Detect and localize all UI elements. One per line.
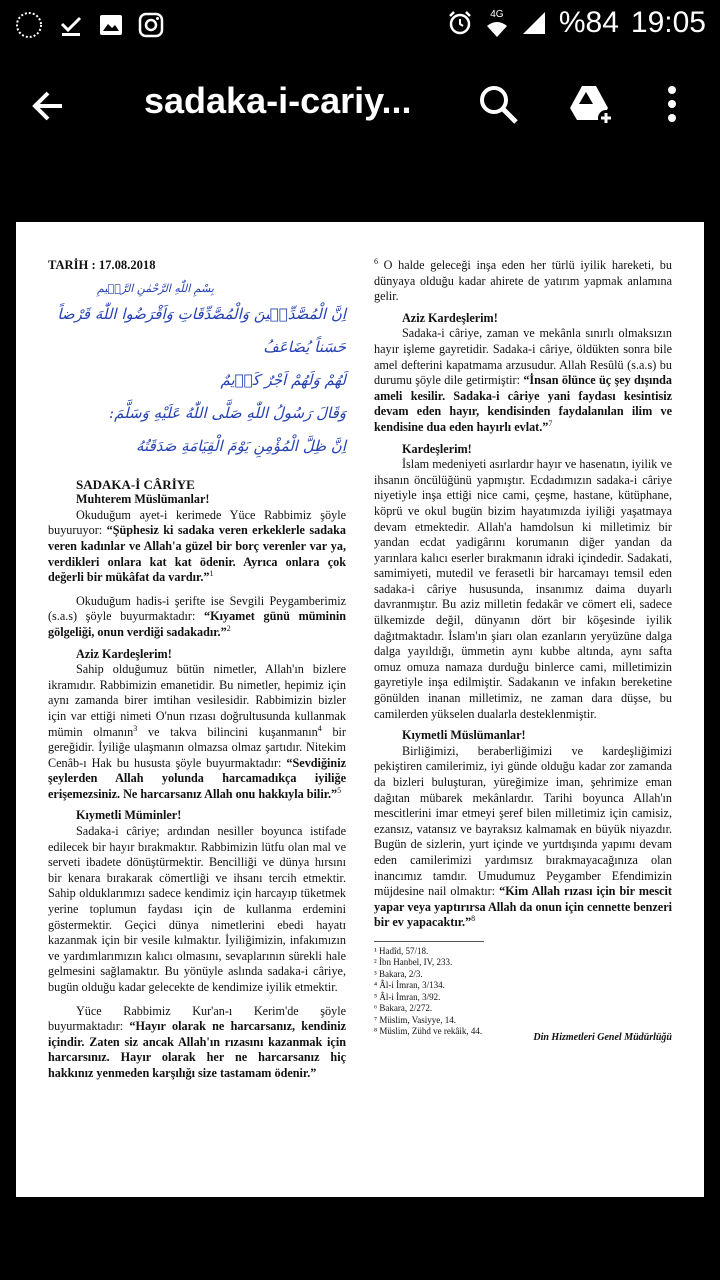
search-icon <box>476 82 520 126</box>
arabic-line-4: اِنَّ ظِلَّ الْمُؤْمِنِ يَوْمَ الْقِيَامَةِ صَدَقَتُهُ <box>136 436 346 455</box>
greeting-heading: Muhterem Müslümanlar! <box>76 492 210 507</box>
clock-time: 19:05 <box>630 6 706 39</box>
image-icon <box>98 12 124 38</box>
paragraph-8: Birliğimizi, beraberliğimizi ve kardeşliğimizi pekiştiren camilerimiz, iyi günde olduğu kadar zor zamanda da bizleri buluşturan, yüreğimize iman, şehrimize eman dağıtan mübarek mekânlardır. Tarihi boyunca Allah'ın mescitlerini imar etmeyi şeref bilen milletimiz için camisiz, ezansız, vatansız ve bayraksız kalmamak en büyük niyazdır. Bugün de sizlerin, yurt içinde ve yurtdışında yapımı devam eden camilerimizi yardımsız bırakmayacağınıza olan inancımız tamdır. Umudumuz Peygamber Efendimizin müjdesine nail olmaktır: “Kim Allah rızası için bir mescit yapar veya yaptırırsa Allah da onun için cennette benzeri bir ev yapacaktır.”$^8$ <box>374 743 672 930</box>
footnote: ³ Bakara, 2/3. <box>374 968 423 979</box>
search-button[interactable] <box>476 82 520 131</box>
right-column <box>374 258 672 1046</box>
document-page[interactable] <box>16 222 704 1197</box>
footnote: ¹ Hadîd, 57/18. <box>374 945 429 956</box>
document-title: sadaka-i-cariy... <box>144 80 412 121</box>
paragraph-5: Yüce Rabbimiz Kur'an-ı Kerim'de şöyle buyurmaktadır: “Hayır olarak ne harcarsanız, kendiniz içindir. Zaten siz ancak Allah'ın rızasını kazanmak için harcarsınız. Hayır olarak her ne harcarsanız hiç hakkınız yenmeden karşılığı size tastamam ödenir.” <box>48 1003 346 1080</box>
wifi-icon <box>485 20 509 38</box>
paragraph-7: İslam medeniyeti asırlardır hayır ve hasenatın, iyilik ve ihsanın öncülüğünü yapmıştır. Ecdadımızın sadaka-i câriye niyetiyle inşa ettiği nice cami, çeşme, hastane, kütüphane, köprü ve okul bugün bizim hayatımızda iyiliği yaşatmaya devam etmektedir. Allah'a hamdolsun ki milletimiz bir yandan ecdat yadigârını korumanın diğer yandan da yarınlara kalıcı eserler bırakmanın idraki içindedir. Sadakati, samimiyeti, mutedil ve ferasetli bir harcamayı temsil eden sadaka-i câriye hususunda, insanımız daima duyarlı davranmıştır. Bu aziz milletin fedakâr ve cömert eli, sadece ülkemizde değil, dünyanın dört bir köşesinde iyilik dağıtmaktadır. İslam'ın şiarı olan ezanların yeryüzüne dalga dalga yayıldığı, ümmetin aynı kubbe altında, aynı safta omuz omuza namaza durduğu binlerce cami, milletimizin gayretiyle inşa edilmiştir. Sadakanın ve infakın bereketine gönülden inanan milletimiz, ne zaman dara düşse, bu camilerden yükselen dualarla desteklenmiştir. <box>374 457 672 721</box>
arabic-line-3: وَقَالَ رَسُولُ اللّٰهِ صَلَّى اللّٰهُ عَلَيْهِ وَسَلَّمَ: <box>109 403 346 422</box>
app-bar <box>0 48 720 164</box>
footnotes <box>374 941 484 1038</box>
footnote: ⁶ Bakara, 2/272. <box>374 1003 433 1014</box>
footnote: ⁵ Âl-i İmran, 3/92. <box>374 991 441 1002</box>
back-button[interactable] <box>28 86 68 126</box>
network-type: 4G <box>485 9 509 38</box>
arabic-line-2: لَهُمْ وَلَهُمْ اَجْرٌ كَر۪يمٌ <box>220 370 346 389</box>
paragraph-2: Okuduğum hadis-i şerifte ise Sevgili Peygamberimiz (s.a.s) şöyle buyurmaktadır: “Kıyamet günü müminin gölgeliği, onun verdiği sadakadır.”$^2$ <box>48 593 347 639</box>
more-options-button[interactable] <box>664 82 680 131</box>
footnote: ⁴ Âl-i İmran, 3/134. <box>374 980 445 991</box>
footnote: ² İbn Hanbel, IV, 233. <box>374 957 453 968</box>
heading-kardeslerim: Kardeşlerim! <box>402 441 472 456</box>
paragraph-5-continued: $^6$ O halde geleceği inşa eden her türlü iyilik hareketi, bu dünyaya olduğu kadar ahirete de yatırım yapmak anlamına gelir. <box>374 256 672 304</box>
status-bar <box>0 0 720 48</box>
sermon-title: SADAKA-İ CÂRİYE <box>76 476 195 492</box>
arabic-line-1: اِنَّ الْمُصَّدِّق۪ينَ وَالْمُصَّدِّقَاتِ وَاَقْرَضُوا اللّٰهَ قَرْضاً حَسَناً يُضَاعَفُ <box>57 304 346 356</box>
paragraph-6: Sadaka-i câriye, zaman ve mekânla sınırlı olmaksızın hayır işleme gayretidir. Sadaka-i câriye, öldükten sonra bile amel defterini kapatmama arzusudur. Allah Resûlü (s.a.s) bu durumu şöyle dile getirmiştir: “İnsan ölünce üç şey dışında ameli kesilir. Sadaka-i câriye yani faydası kesintisiz devam eden hayır, kendisinden faydalanılan ilim ve kendisine dua eden hayırlı evlat.”$^7$ <box>374 326 673 434</box>
add-to-drive-button[interactable] <box>568 82 616 131</box>
left-column <box>48 258 346 1082</box>
arrow-back-icon <box>28 86 68 126</box>
heading-kiymetli-mueminler: Kıymetli Müminler! <box>76 808 182 823</box>
paragraph-3: Sahip olduğumuz bütün nimetler, Allah'ın bizlere ikramıdır. Rabbimizin emanetidir. Bu nimetler, hepimiz için aynı zamanda birer imtihan vesilesidir. Rabbimizin bizler için var ettiği nimeti O'nun rızası doğrultusunda kullanmak mümin olmanın$^3$ ve takva bilincini kuşanmanın$^4$ bir gereğidir. İyiliğe ulaşmanın olmazsa olmaz şartıdır. Nitekim Cenâb-ı Hak bu hususta şöyle buyurmaktadır: “Sevdiğiniz şeylerden Allah yolunda harcamadıkça iyiliğe erişemezsiniz. Ne harcarsanız Allah onu hakkıyla bilir.”$^5$ <box>48 662 346 801</box>
arabic-verse <box>48 280 346 463</box>
alarm-icon <box>447 10 473 36</box>
footnote: ⁸ Müslim, Zühd ve rekâik, 44. <box>374 1026 483 1037</box>
signal-icon <box>521 10 547 36</box>
heading-kiymetli-muslumanlar: Kıymetli Müslümanlar! <box>402 728 526 743</box>
paragraph-1: Okuduğum ayet-i kerimede Yüce Rabbimiz şöyle buyuruyor: “Şüphesiz ki sadaka veren erkeklerle sadaka veren kadınlar ve Allah'a güzel bir borç verenler var ya, verdikleri onlara kat kat ödenir. Ayrıca onlara çok değerli bir mükâfat da vardır.”$^1$ <box>48 507 346 585</box>
footnote: ⁷ Müslim, Vasiyye, 14. <box>374 1014 456 1025</box>
signature: Din Hizmetleri Genel Müdürlüğü <box>533 1031 672 1043</box>
instagram-icon <box>138 12 164 38</box>
more-vert-icon <box>664 82 680 126</box>
basmala: بِسْمِ اللّٰهِ الرَّحْمٰنِ الرَّح۪يمِ <box>97 281 214 295</box>
sync-circle-icon <box>14 10 44 40</box>
date-label: TARİH : 17.08.2018 <box>48 258 156 272</box>
paragraph-4: Sadaka-i câriye; ardından nesiller boyunca istifade edilecek bir hayır bırakmaktır. Rabbimizin lütfu olan mal ve serveti ibadete dönüştürmektir. Bencilliği ve dünya hırsını bir kenara bırakarak cömertliği ve ihsanı tercih etmektir. Sahip olduklarımızı sadece kendimiz için harcayıp tüketmek yerine toplumun faydası için de kullanma erdemini göstermektir. Geçici dünya nimetlerini ebedi hayatı kazanmak için bir vesile kılmaktır. İyiliğimizin, infakımızın ve yardımlarımızın kalıcı olmasını, sevaplarının sürekli hale gelmesini sağlamaktır. Bu yönüyle aslında sadaka-i câriye, bugün olduğu kadar gelecekte de kendimize iyilik etmektir. <box>48 824 346 994</box>
heading-aziz-kardeslerim: Aziz Kardeşlerim! <box>76 646 172 661</box>
download-done-icon <box>58 12 84 38</box>
battery-percent: %84 <box>558 6 619 39</box>
add-to-drive-icon <box>568 82 616 126</box>
heading-aziz-kardeslerim-2: Aziz Kardeşlerim! <box>402 310 498 325</box>
